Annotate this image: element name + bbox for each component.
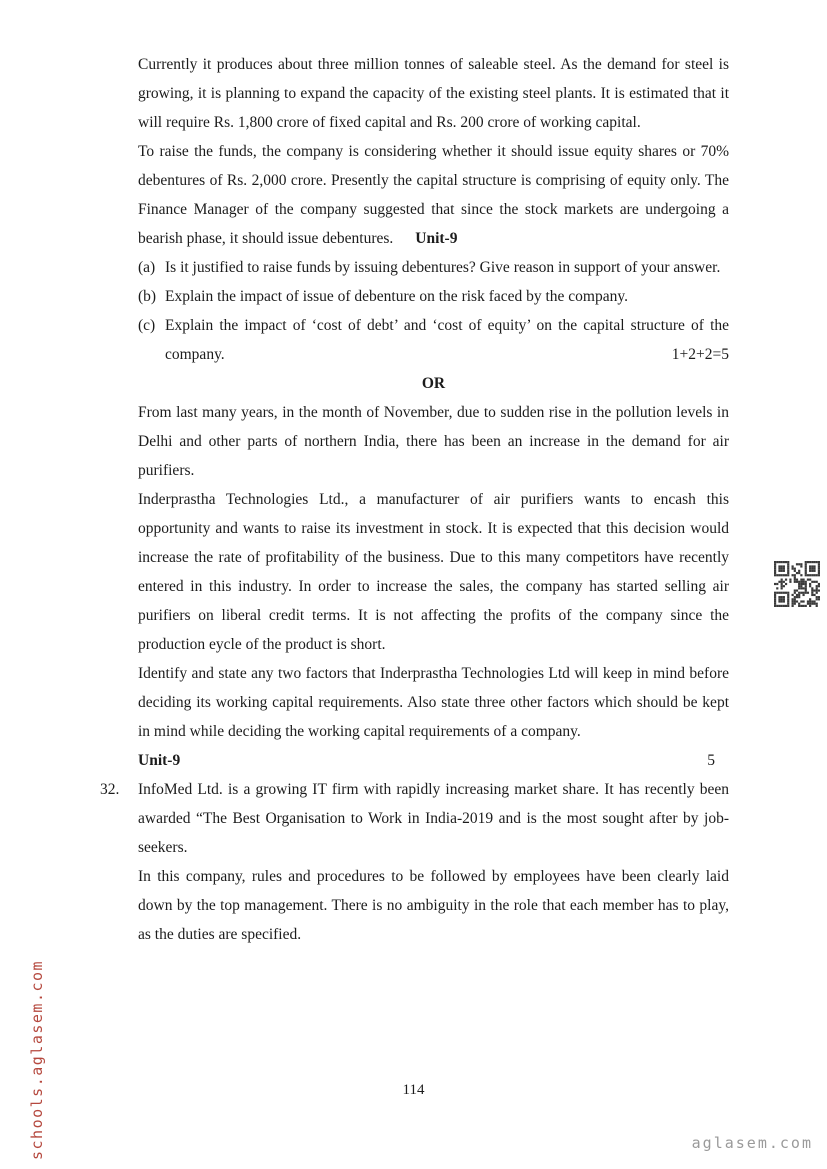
question-32 (100, 775, 729, 949)
paragraph-inderprastha: Inderprastha Technologies Ltd., a manufacturer of air purifiers wants to encash this opportunity and wants to raise its investment in stock. It is expected that this decision would increase the rate of profitability of the business. Due to this many competitors have recently entered in this industry. In order to increase the sales, the company has started selling air purifiers on liberal credit terms. It is not affecting the profits of the company since the production eycle of the product is short. (138, 491, 729, 653)
question-32-paragraph-1: InfoMed Ltd. is a growing IT firm with rapidly increasing market share. It has recently been awarded “The Best Organisation to Work in India-2019 and is the most sought after by job-seekers. (138, 781, 729, 856)
subquestion-b (138, 282, 729, 311)
subquestion-c (138, 311, 729, 369)
document-body (100, 50, 729, 949)
paragraph-raise-funds (138, 137, 729, 253)
page-number: 114 (402, 1082, 425, 1098)
marks-label: 1+2+2=5 (671, 346, 729, 363)
paragraph-steel-capacity: Currently it produces about three million tonnes of saleable steel. As the demand for steel is growing, it is planning to expand the capacity of the existing steel plants. It is estimated that it will require Rs. 1,800 crore of fixed capital and Rs. 200 crore of working capital. (138, 56, 729, 131)
watermark-bottom-right: aglasem.com (691, 1134, 813, 1152)
unit-tag-label: Unit-9 (415, 230, 458, 247)
total-marks-label: 5 (707, 752, 715, 769)
paragraph-identify-factors: Identify and state any two factors that Inderprastha Technologies Ltd will keep in mind before deciding its working capital requirements. Also state three other factors which should be kept in mind while deciding the working capital requirements of a company. (138, 665, 729, 740)
subquestion-label: (b) (138, 288, 157, 305)
question-32-paragraph-2: In this company, rules and procedures to be followed by employees have been clearly laid down by the top management. There is no ambiguity in the role that each member has to play, as the duties are specified. (138, 868, 729, 943)
subquestion-text (165, 311, 729, 369)
subquestion-a (138, 253, 729, 282)
subquestion-text: Is it justified to raise funds by issuing debentures? Give reason in support of your answer. (165, 259, 721, 276)
or-separator-label: OR (421, 375, 446, 392)
qr-code-icon (774, 561, 820, 607)
paragraph-pollution: From last many years, in the month of November, due to sudden rise in the pollution levels in Delhi and other parts of northern India, there has been an increase in the demand for air purifiers. (138, 404, 729, 479)
subquestion-label: (c) (138, 317, 156, 334)
question-number: 32. (100, 781, 120, 798)
paragraph-text: To raise the funds, the company is considering whether it should issue equity shares or 70% debentures of Rs. 2,000 crore. Presently the capital structure is comprising of equity only. The Finance Manager of the company suggested that since the stock markets are undergoing a bearish phase, it should issue debentures. (138, 143, 729, 247)
unit-label: Unit-9 (138, 752, 181, 769)
subquestion-text-body: Explain the impact of ‘cost of debt’ and ‘cost of equity’ on the capital structure of the company. (165, 317, 729, 363)
unit-marks-row (138, 746, 729, 775)
subquestion-label: (a) (138, 259, 156, 276)
subquestion-text: Explain the impact of issue of debenture on the risk faced by the company. (165, 288, 628, 305)
watermark-left-vertical: schools.aglasem.com (28, 959, 46, 1160)
